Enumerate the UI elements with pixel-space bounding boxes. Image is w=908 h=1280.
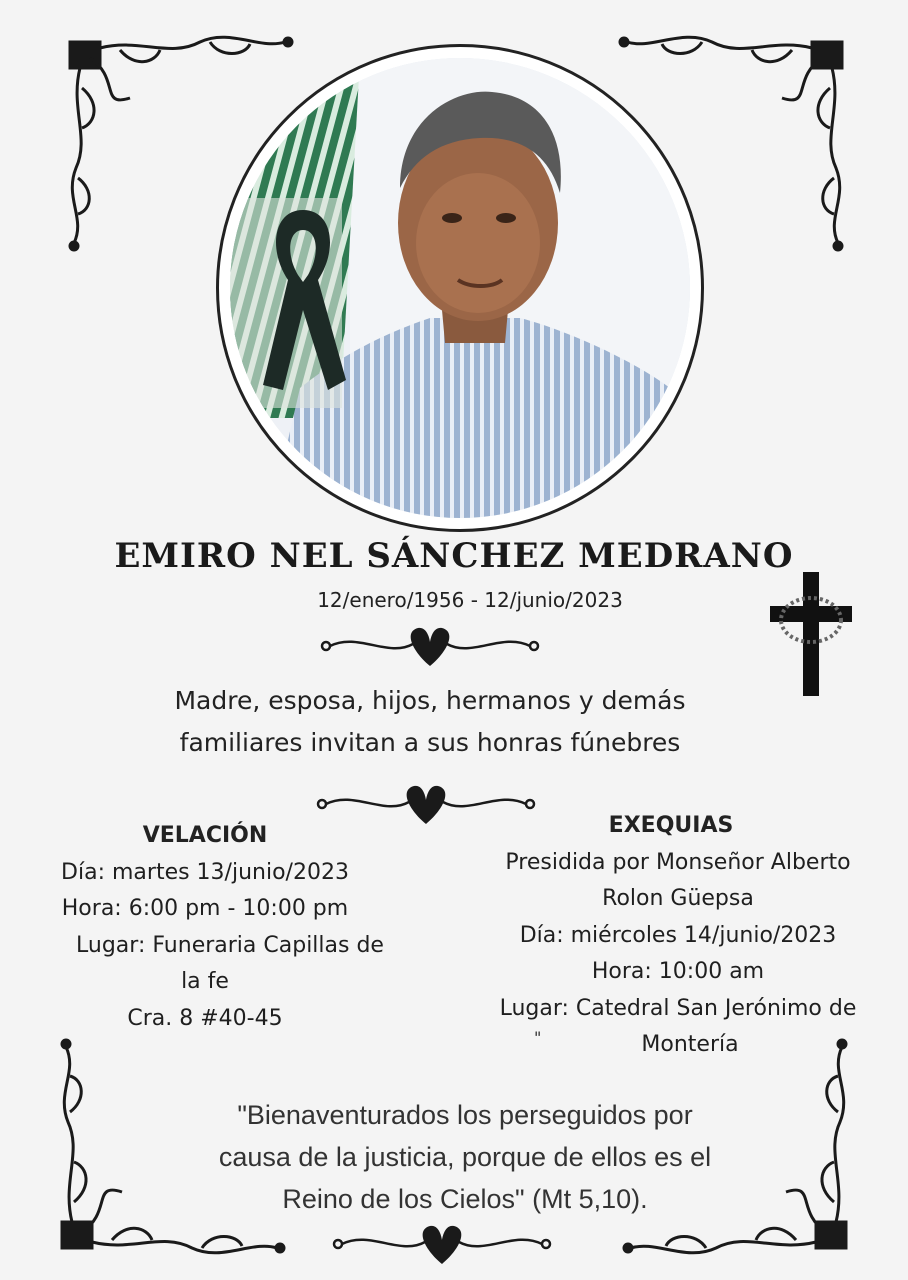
exequias-presided: Presidida por Monseñor Alberto [505,849,851,875]
bible-quote [120,1094,810,1220]
invitation-line: Madre, esposa, hijos, hermanos y demás [174,686,686,715]
exequias-heading: EXEQUIAS [608,813,734,838]
exequias-day: Día: miércoles 14/junio/2023 [519,922,837,948]
scroll-divider-icon [318,622,542,672]
velacion-heading: VELACIÓN [142,823,268,848]
exequias-place: Lugar: Catedral San Jerónimo de [499,995,857,1021]
quote-line: "Bienaventurados los perseguidos por [237,1100,693,1130]
deceased-name: EMIRO NEL SÁNCHEZ MEDRANO [114,536,794,576]
velacion-day: Día: martes 13/junio/2023 [61,859,349,885]
mourning-ribbon-icon [258,200,348,400]
velacion-place-cont: la fe [181,969,229,994]
cross-icon [766,570,856,700]
exequias-time: Hora: 10:00 am [591,959,765,984]
quote-line: Reino de los Cielos" (Mt 5,10). [282,1184,648,1214]
quote-line: causa de la justicia, porque de ellos es el [218,1142,712,1172]
stray-mark: " [534,1028,542,1047]
portrait-photo [230,58,690,518]
velacion-place: Lugar: Funeraria Capillas de [76,932,384,958]
velacion-address: Cra. 8 #40-45 [127,1005,283,1031]
invitation-line: familiares invitan a sus honras fúnebres [179,728,681,757]
exequias-presided-cont: Rolon Güepsa [602,886,754,911]
exequias-section [448,808,908,1064]
velacion-section [20,818,390,1037]
exequias-place-cont: Montería [641,1032,739,1057]
life-dates: 12/enero/1956 - 12/junio/2023 [317,588,623,612]
invitation-text [100,680,760,764]
scroll-divider-icon [330,1222,554,1268]
velacion-time: Hora: 6:00 pm - 10:00 pm [61,896,349,921]
